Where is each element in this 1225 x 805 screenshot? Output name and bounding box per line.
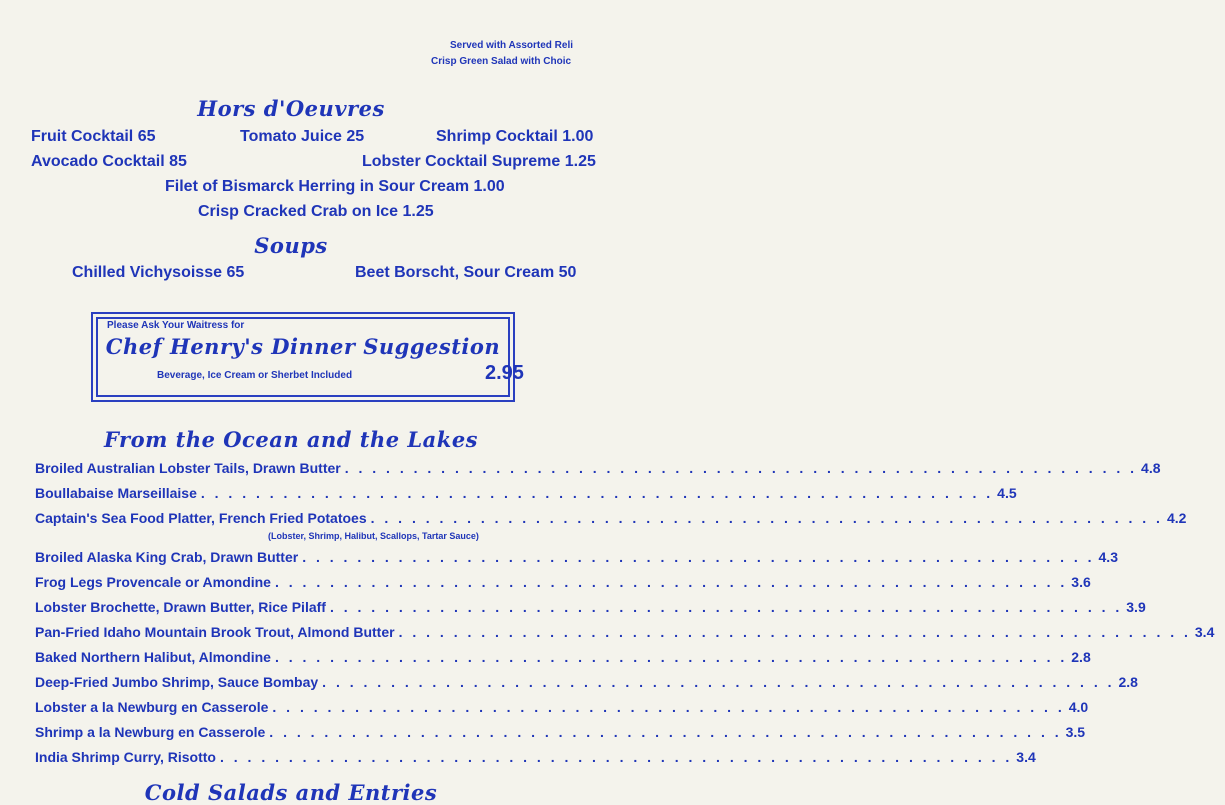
leader-dots bbox=[302, 549, 1094, 565]
entree-name: Baked Northern Halibut, Almondine bbox=[35, 649, 271, 665]
appetizer-name: Fruit Cocktail bbox=[31, 128, 134, 145]
entree-price: 3.9 bbox=[1126, 599, 1146, 615]
soups-heading: Soups bbox=[254, 233, 328, 258]
appetizer-price: 85 bbox=[169, 153, 187, 170]
appetizer-price: 1.25 bbox=[402, 203, 434, 220]
entree-row bbox=[35, 674, 1138, 690]
entree-price: 3.6 bbox=[1071, 574, 1091, 590]
entree-name: Shrimp a la Newburg en Casserole bbox=[35, 724, 266, 740]
entree-name: India Shrimp Curry, Risotto bbox=[35, 749, 216, 765]
entree-price: 4.2 bbox=[1166, 510, 1187, 526]
entree-name: Broiled Alaska King Crab, Drawn Butter bbox=[35, 549, 299, 565]
entree-price: 3.5 bbox=[1065, 724, 1086, 740]
entree-name: Lobster Brochette, Drawn Butter, Rice Pilaff bbox=[35, 599, 326, 615]
leader-dots bbox=[322, 674, 1114, 690]
appetizer-name: Filet of Bismarck Herring in Sour Cream bbox=[165, 178, 470, 195]
soup-price: 50 bbox=[558, 264, 577, 281]
served-line-2: Crisp Green Salad with Choic bbox=[431, 56, 572, 67]
soup-price: 65 bbox=[226, 264, 245, 281]
entree-price: 4.3 bbox=[1098, 549, 1118, 565]
included-text: Beverage, Ice Cream or Sherbet Included bbox=[157, 370, 353, 381]
entree-name: Deep-Fried Jumbo Shrimp, Sauce Bombay bbox=[35, 674, 319, 690]
leader-dots bbox=[275, 574, 1067, 590]
entree-name: Lobster a la Newburg en Casserole bbox=[35, 699, 269, 715]
entree-name: Broiled Australian Lobster Tails, Drawn Butter bbox=[35, 460, 341, 476]
entree-row bbox=[35, 624, 1215, 640]
served-line-1: Served with Assorted Reli bbox=[450, 40, 573, 51]
entree-name: Boullabaise Marseillaise bbox=[35, 485, 197, 501]
leader-dots bbox=[371, 510, 1163, 526]
appetizer-item bbox=[240, 128, 364, 146]
entree-row bbox=[35, 549, 1118, 565]
entree-row bbox=[35, 599, 1146, 615]
entree-price: 2.8 bbox=[1118, 674, 1138, 690]
leader-dots bbox=[399, 624, 1191, 640]
appetizer-price: 1.25 bbox=[564, 153, 596, 170]
appetizer-name: Tomato Juice bbox=[240, 128, 342, 145]
entree-row bbox=[35, 724, 1086, 740]
cold-salads-heading: Cold Salads and Entries bbox=[144, 780, 438, 805]
appetizer-price: 1.00 bbox=[473, 178, 505, 195]
platter-note: (Lobster, Shrimp, Halibut, Scallops, Tartar Sauce) bbox=[268, 531, 479, 541]
appetizer-item bbox=[362, 153, 596, 171]
suggestion-price: 2.95 bbox=[485, 362, 524, 384]
entree-price: 4.0 bbox=[1068, 699, 1089, 715]
appetizer-item bbox=[165, 178, 505, 196]
entree-row bbox=[35, 649, 1091, 665]
appetizer-name: Lobster Cocktail Supreme bbox=[362, 153, 561, 170]
entree-row bbox=[35, 749, 1036, 765]
leader-dots bbox=[345, 460, 1137, 476]
ask-waitress-text: Please Ask Your Waitress for bbox=[107, 320, 245, 331]
appetizer-price: 25 bbox=[346, 128, 365, 145]
entree-name: Captain's Sea Food Platter, French Fried Potatoes bbox=[35, 510, 367, 526]
entree-row bbox=[35, 485, 1017, 501]
entree-row bbox=[35, 510, 1187, 526]
soup-name: Beet Borscht, Sour Cream bbox=[355, 264, 555, 281]
chef-suggestion-title: Chef Henry's Dinner Suggestion bbox=[105, 334, 501, 359]
appetizer-item bbox=[198, 203, 434, 221]
leader-dots bbox=[330, 599, 1122, 615]
leader-dots bbox=[269, 724, 1061, 740]
soup-item bbox=[72, 264, 244, 282]
appetizer-item bbox=[31, 128, 155, 146]
leader-dots bbox=[275, 649, 1067, 665]
entree-price: 2.8 bbox=[1071, 649, 1091, 665]
entree-price: 3.4 bbox=[1194, 624, 1215, 640]
entree-row bbox=[35, 699, 1089, 715]
entree-name: Pan-Fried Idaho Mountain Brook Trout, Almond Butter bbox=[35, 624, 395, 640]
appetizer-price: 65 bbox=[137, 128, 156, 145]
leader-dots bbox=[272, 699, 1064, 715]
appetizer-name: Crisp Cracked Crab on Ice bbox=[198, 203, 399, 220]
leader-dots bbox=[201, 485, 993, 501]
soup-item bbox=[355, 264, 576, 282]
entree-price: 4.8 bbox=[1141, 460, 1161, 476]
entree-row bbox=[35, 460, 1161, 476]
chef-suggestion-box bbox=[91, 312, 524, 402]
appetizer-item bbox=[436, 128, 593, 146]
entree-price: 4.5 bbox=[997, 485, 1017, 501]
entree-price: 3.4 bbox=[1016, 749, 1036, 765]
hors-heading: Hors d'Oeuvres bbox=[197, 96, 385, 121]
appetizer-item bbox=[31, 153, 187, 171]
leader-dots bbox=[220, 749, 1012, 765]
appetizer-price: 1.00 bbox=[562, 128, 594, 145]
soup-name: Chilled Vichysoisse bbox=[72, 264, 222, 281]
ocean-heading: From the Ocean and the Lakes bbox=[103, 427, 479, 452]
entree-row bbox=[35, 574, 1091, 590]
appetizer-name: Shrimp Cocktail bbox=[436, 128, 558, 145]
entree-name: Frog Legs Provencale or Amondine bbox=[35, 574, 271, 590]
appetizer-name: Avocado Cocktail bbox=[31, 153, 165, 170]
